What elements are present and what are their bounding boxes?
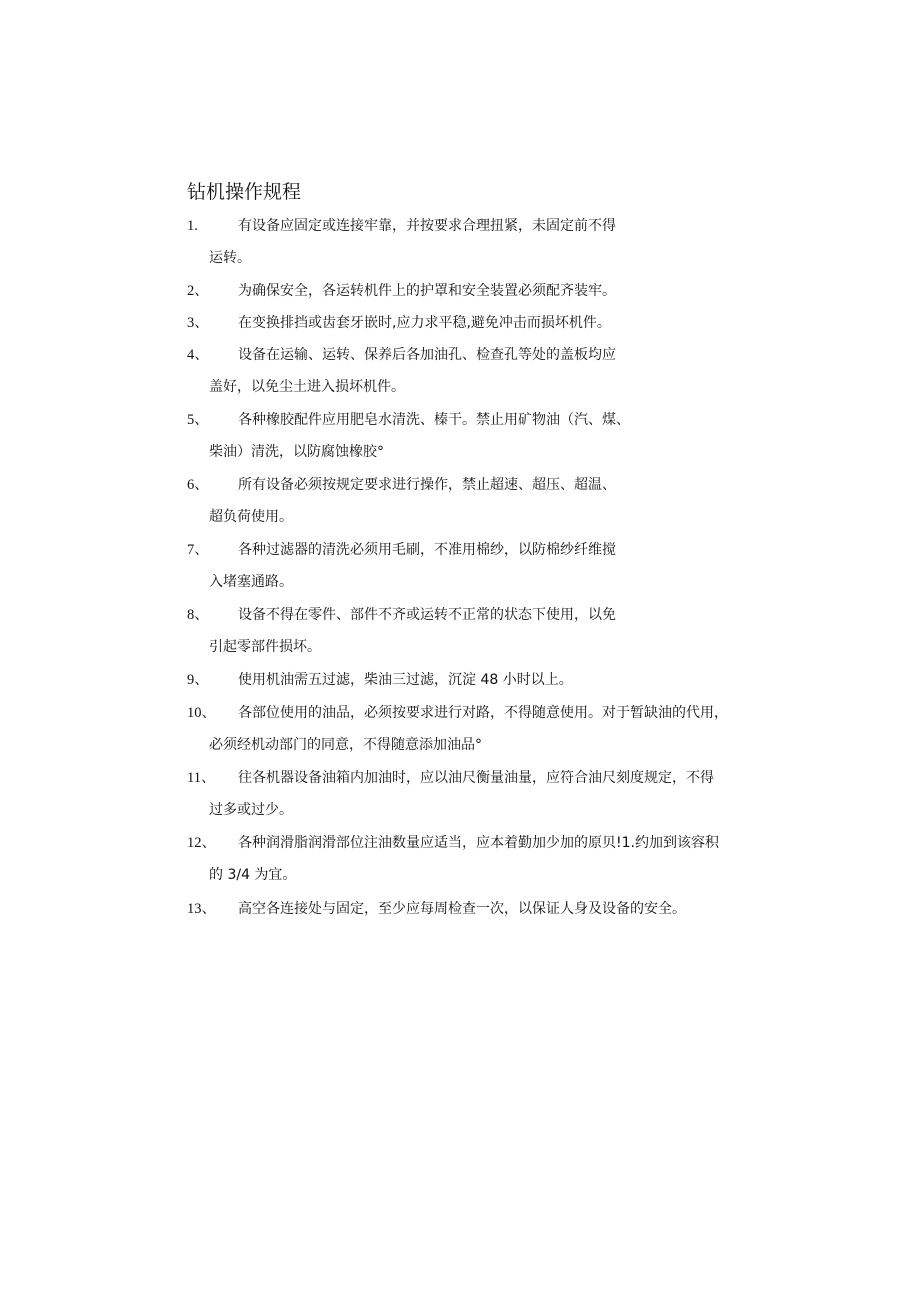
item-text-continued: 引起零部件损坏。 [209, 639, 321, 655]
item-text-continued: 超负荷使用。 [209, 509, 293, 525]
item-number: 9、 [187, 672, 209, 688]
item-number: 10、 [187, 705, 216, 721]
list-item [187, 469, 757, 533]
item-text: 各种橡胶配件应用肥皂水清洗、榛干。禁止用矿物油（汽、煤、 [238, 412, 630, 428]
list-item [187, 404, 757, 468]
item-text: 为确保安全，各运转机件上的护罩和安全装置必须配齐装牢。 [238, 283, 616, 299]
item-text: 各种润滑脂润滑部位注油数量应适当，应本着勤加少加的原贝!1.约加到该容积 [238, 835, 719, 851]
item-number: 2、 [187, 283, 209, 299]
item-text: 设备不得在零件、部件不齐或运转不正常的状态下使用，以免 [238, 607, 616, 623]
item-text-continued: 柴油）清洗，以防腐蚀橡胶° [209, 444, 384, 460]
item-number: 11、 [187, 770, 216, 786]
list-item [187, 664, 757, 696]
page-title: 钻机操作规程 [187, 181, 302, 203]
item-number: 5、 [187, 412, 209, 428]
list-item [187, 697, 757, 761]
item-text-continued: 过多或过少。 [209, 802, 293, 818]
list-item [187, 307, 757, 339]
item-number: 3、 [187, 315, 209, 331]
item-text: 高空各连接处与固定，至少应每周检查一次，以保证人身及设备的安全。 [238, 901, 686, 917]
item-number: 4、 [187, 347, 209, 363]
item-number: 12、 [187, 835, 216, 851]
item-number: 1. [187, 218, 198, 234]
item-text: 各种过滤器的清洗必须用毛刷，不准用棉纱，以防棉纱纤维搅 [238, 542, 616, 558]
item-text: 往各机器设备油箱内加油时，应以油尺衡量油量，应符合油尺刻度规定，不得 [238, 770, 714, 786]
item-number: 6、 [187, 477, 209, 493]
item-text: 使用机油需五过滤，柴油三过滤，沉淀 48 小时以上。 [238, 672, 573, 688]
list-item [187, 275, 757, 307]
list-item [187, 534, 757, 598]
list-item [187, 339, 757, 403]
item-text-continued: 的 3/4 为宜。 [209, 867, 297, 883]
item-text: 设备在运输、运转、保养后各加油孔、检查孔等处的盖板均应 [238, 347, 616, 363]
item-text-continued: 入堵塞通路。 [209, 574, 293, 590]
item-text: 在变换排挡或齿套牙嵌时,应力求平稳,避免冲击而损坏机件。 [238, 315, 611, 331]
item-number: 8、 [187, 607, 209, 623]
list-item [187, 210, 757, 274]
item-text-continued: 运转。 [209, 250, 251, 266]
item-text-continued: 盖好，以免尘土进入损坏机件。 [209, 379, 405, 395]
list-item [187, 599, 757, 663]
item-text: 所有设备必须按规定要求进行操作，禁止超速、超压、超温、 [238, 477, 616, 493]
item-text: 有设备应固定或连接牢靠，并按要求合理扭紧，未固定前不得 [238, 218, 616, 234]
list-item [187, 827, 757, 891]
list-item [187, 893, 757, 925]
list-item [187, 762, 757, 826]
item-text-continued: 必须经机动部门的同意，不得随意添加油品° [209, 737, 482, 753]
item-text: 各部位使用的油品，必须按要求进行对路，不得随意使用。对于暂缺油的代用， [238, 705, 728, 721]
item-number: 7、 [187, 542, 209, 558]
item-number: 13、 [187, 901, 216, 917]
